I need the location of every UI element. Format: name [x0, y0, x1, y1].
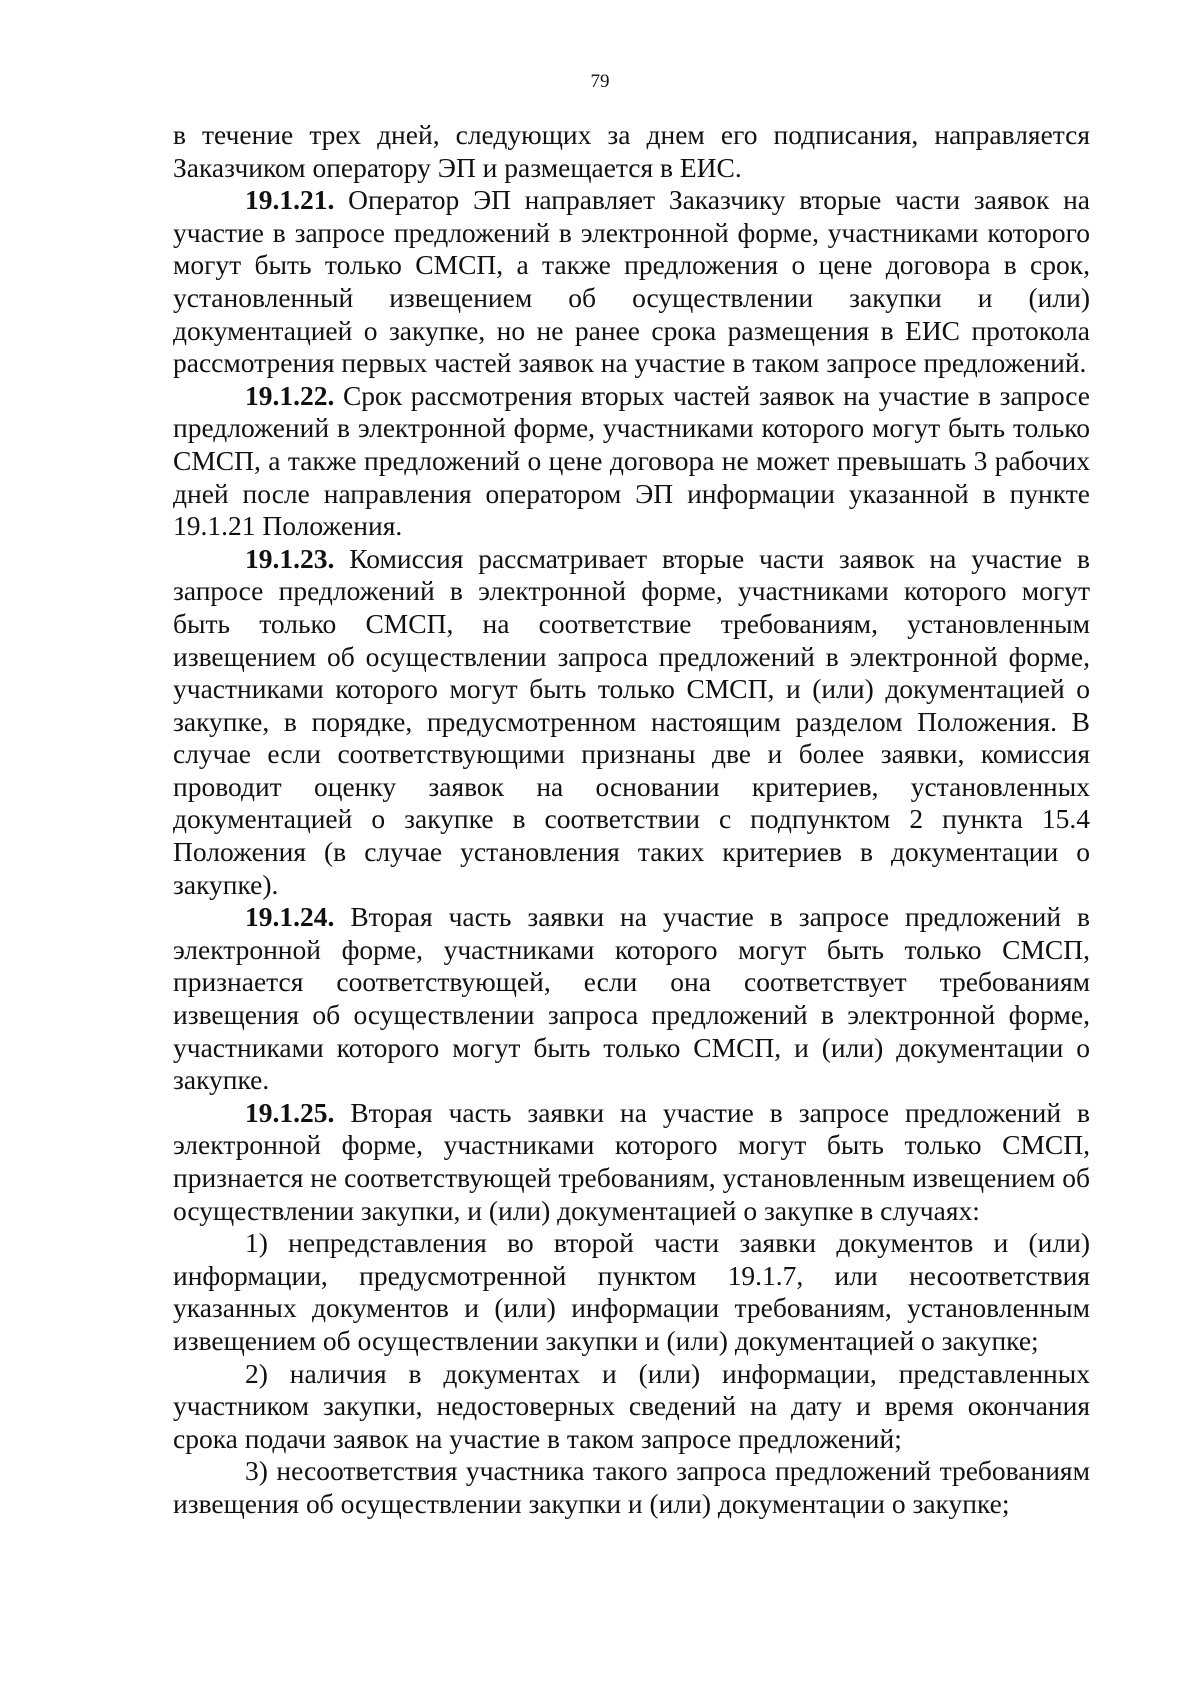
page-number: 79: [590, 71, 610, 92]
clause-number: 19.1.22.: [245, 379, 335, 411]
list-item-text: 1) непредставления во второй части заявки документов и (или) информации, предусмотренной пунктом 19.1.7, или несоответствия указанных документов и (или) информации требованиям, установленным извещением об осуществлении закупки и (или) документацией о закупке;: [173, 1227, 1090, 1356]
paragraph-text: в течение трех дней, следующих за днем его подписания, направляется Заказчиком оператору ЭП и размещается в ЕИС.: [173, 119, 1090, 183]
clause-number: 19.1.21.: [245, 184, 335, 216]
clause-number: 19.1.24.: [245, 901, 335, 933]
clause-number: 19.1.25.: [245, 1096, 335, 1128]
list-item-3: [173, 1455, 1090, 1520]
list-item-text: 2) наличия в документах и (или) информации, представленных участником закупки, недостоверных сведений на дату и время окончания срока подачи заявок на участие в таком запросе предложений;: [173, 1357, 1090, 1454]
clause-text: Вторая часть заявки на участие в запросе предложений в электронной форме, участниками которого могут быть только СМСП, признается не соответствующей требованиям, установленным извещением об осуществлении закупки, и (или) документацией о закупке в случаях:: [173, 1096, 1090, 1226]
list-item-1: [173, 1227, 1090, 1357]
paragraph-continuation: [173, 119, 1090, 184]
clause-19-1-22: [173, 380, 1090, 543]
clause-text: Комиссия рассматривает вторые части заявок на участие в запросе предложений в электронной форме, участниками которого могут быть только СМСП, на соответствие требованиям, установленным извещением об осуществлении запроса предложений в электронной форме, участниками которого могут быть только СМСП, и (или) документацией о закупке, в порядке, предусмотренном настоящим разделом Положения. В случае если соответствующими признаны две и более заявки, комиссия проводит оценку заявок на основании критериев, установленных документацией о закупке в соответствии с подпунктом 2 пункта 15.4 Положения (в случае установления таких критериев в документации о закупке).: [173, 542, 1090, 900]
clause-number: 19.1.23.: [245, 542, 335, 574]
clause-text: Срок рассмотрения вторых частей заявок на участие в запросе предложений в электронной форме, участниками которого могут быть только СМСП, а также предложений о цене договора не может превышать 3 рабочих дней после направления оператором ЭП информации указанной в пункте 19.1.21 Положения.: [173, 379, 1091, 542]
clause-19-1-21: [173, 184, 1090, 380]
document-body: [173, 119, 1090, 1521]
clause-text: Оператор ЭП направляет Заказчику вторые части заявок на участие в запросе предложений в электронной форме, участниками которого могут быть только СМСП, а также предложения о цене договора в срок, установленный извещением об осуществлении закупки и (или) документацией о закупке, но не ранее срока размещения в ЕИС протокола рассмотрения первых частей заявок на участие в таком запросе предложений.: [173, 184, 1090, 379]
clause-text: Вторая часть заявки на участие в запросе предложений в электронной форме, участниками которого могут быть только СМСП, признается соответствующей, если она соответствует требованиям извещения об осуществлении запроса предложений в электронной форме, участниками которого могут быть только СМСП, и (или) документации о закупке.: [173, 901, 1090, 1096]
list-item-2: [173, 1358, 1090, 1456]
clause-19-1-24: [173, 901, 1090, 1097]
clause-19-1-23: [173, 543, 1090, 902]
clause-19-1-25: [173, 1097, 1090, 1227]
list-item-text: 3) несоответствия участника такого запроса предложений требованиям извещения об осуществлении закупки и (или) документации о закупке;: [173, 1455, 1090, 1519]
